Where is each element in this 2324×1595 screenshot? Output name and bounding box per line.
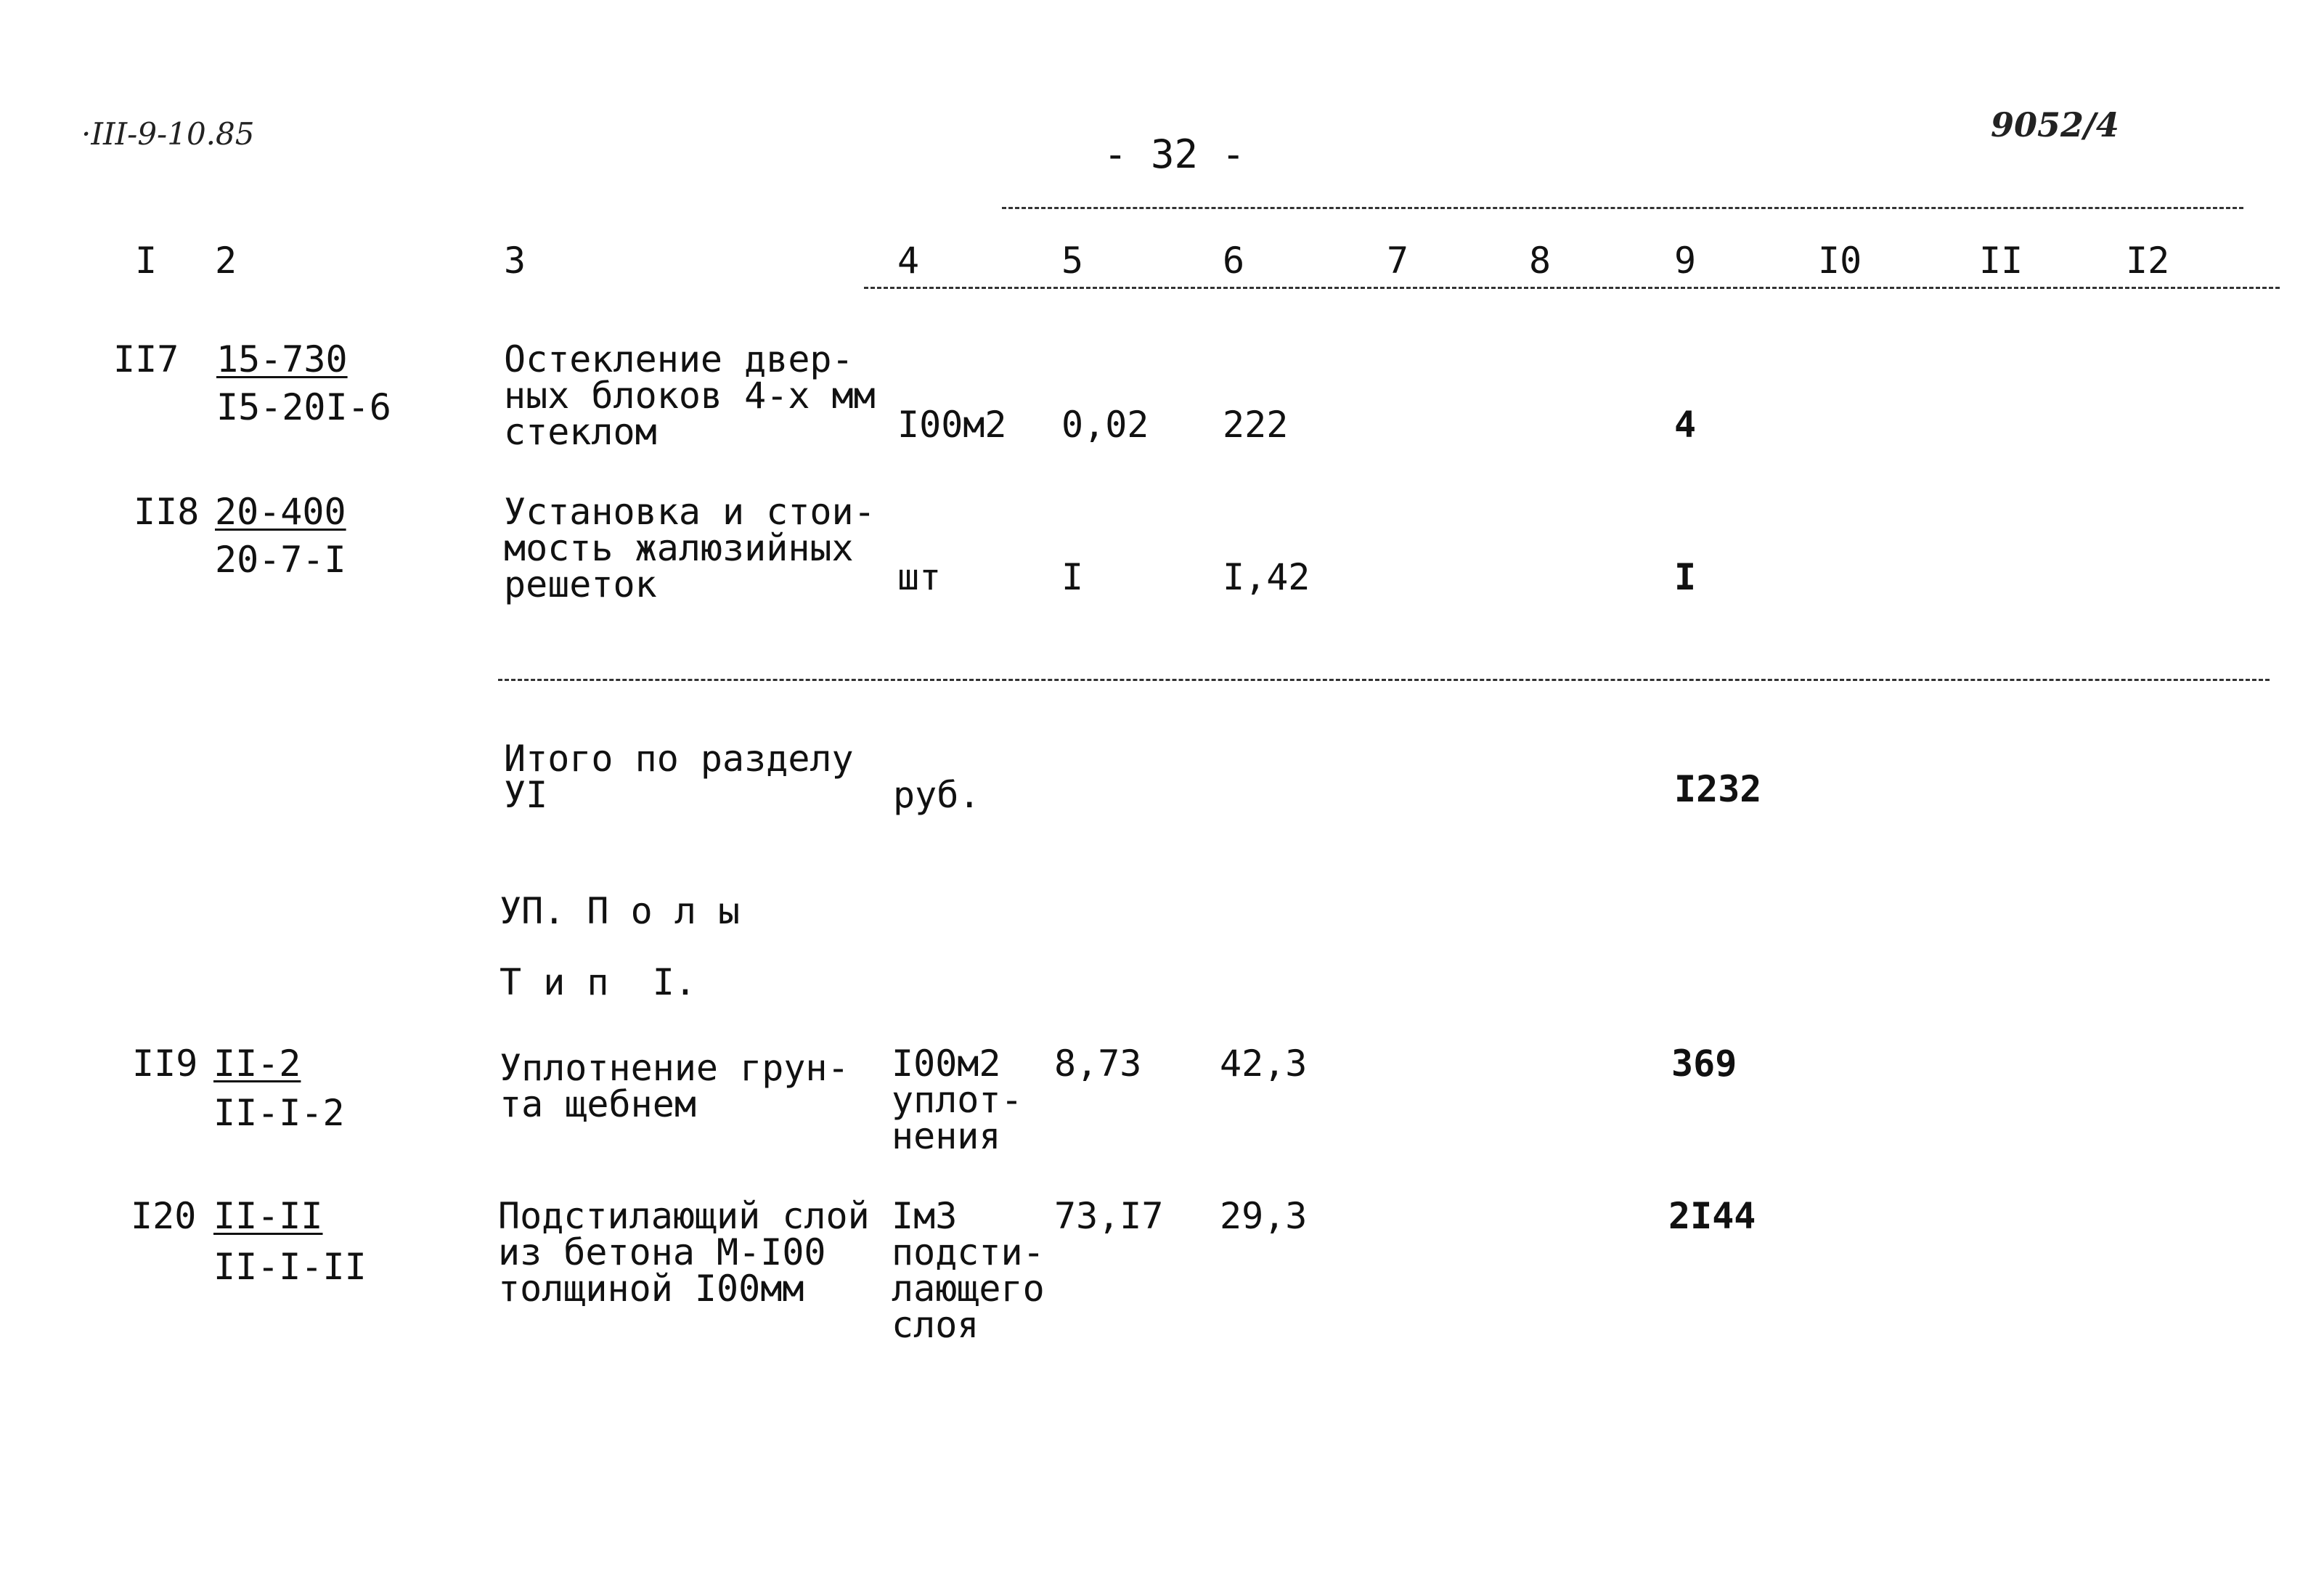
row-quantity: 73,I7 — [1054, 1195, 1164, 1237]
col-header-9: 9 — [1674, 240, 1697, 282]
row-unit: I00м2 уплот- нения — [892, 1043, 1023, 1157]
row-number: II8 — [134, 491, 200, 533]
row-code-top: II-2 — [213, 1043, 301, 1085]
row-unit: Iм3 подсти- лающего слоя — [892, 1195, 1045, 1346]
subtotal-unit: руб. — [893, 774, 981, 816]
row-total: 4 — [1674, 404, 1697, 446]
row-number: II7 — [113, 338, 179, 380]
col-header-2: 2 — [215, 240, 237, 282]
subtotal-label: Итого по разделу УI — [504, 738, 854, 816]
subtotal-total: I232 — [1674, 768, 1762, 810]
row-code-top: 15-730 — [216, 338, 348, 380]
row-code-bottom: II-I-II — [213, 1246, 367, 1288]
page-number: - 32 - — [1104, 131, 1246, 177]
header-top-rule — [1002, 207, 2243, 209]
row-description: Подстилающий слой из бетона М-I00 толщиной I00мм — [498, 1195, 870, 1310]
header-bottom-rule — [864, 287, 2280, 289]
col-header-7: 7 — [1387, 240, 1409, 282]
col-header-8: 8 — [1529, 240, 1552, 282]
row-code-bottom: I5-20I-6 — [216, 386, 391, 428]
col-header-12: I2 — [2126, 240, 2170, 282]
header-left-note: ·III-9-10.85 — [81, 116, 255, 152]
col-header-4: 4 — [897, 240, 920, 282]
row-quantity: 8,73 — [1054, 1043, 1142, 1085]
section-subtitle: Т и п I. — [500, 961, 696, 1003]
col-header-10: I0 — [1818, 240, 1862, 282]
col-header-11: II — [1979, 240, 2023, 282]
col-header-3: 3 — [504, 240, 526, 282]
row-description: Установка и стои- мость жалюзийных решеток — [504, 491, 876, 605]
row-description: Уплотнение грун- та щебнем — [500, 1047, 849, 1125]
row-price: I,42 — [1223, 556, 1310, 598]
col-header-5: 5 — [1061, 240, 1084, 282]
section-title: УП. П о л ы — [500, 890, 741, 932]
row-description: Остекление двер- ных блоков 4-х мм стеклом — [504, 338, 876, 453]
row-quantity: I — [1061, 556, 1084, 598]
row-total: 369 — [1671, 1043, 1737, 1085]
row-unit: шт — [897, 556, 942, 598]
row-price: 222 — [1223, 404, 1289, 446]
row-code-bottom: 20-7-I — [215, 539, 346, 581]
row-unit: I00м2 — [897, 404, 1007, 446]
row-price: 29,3 — [1220, 1195, 1308, 1237]
col-header-6: 6 — [1223, 240, 1245, 282]
doc-code: 9052/4 — [1991, 105, 2119, 144]
row-code-top: II-II — [213, 1195, 323, 1237]
row-price: 42,3 — [1220, 1043, 1308, 1085]
row-quantity: 0,02 — [1061, 404, 1149, 446]
row-total: I — [1674, 556, 1697, 598]
row-number: I20 — [131, 1195, 197, 1237]
section-separator-rule — [498, 679, 2270, 681]
row-code-top: 20-400 — [215, 491, 346, 533]
col-header-1: I — [135, 240, 158, 282]
row-number: II9 — [132, 1043, 198, 1085]
row-code-bottom: II-I-2 — [213, 1092, 345, 1134]
row-total: 2I44 — [1668, 1195, 1756, 1237]
